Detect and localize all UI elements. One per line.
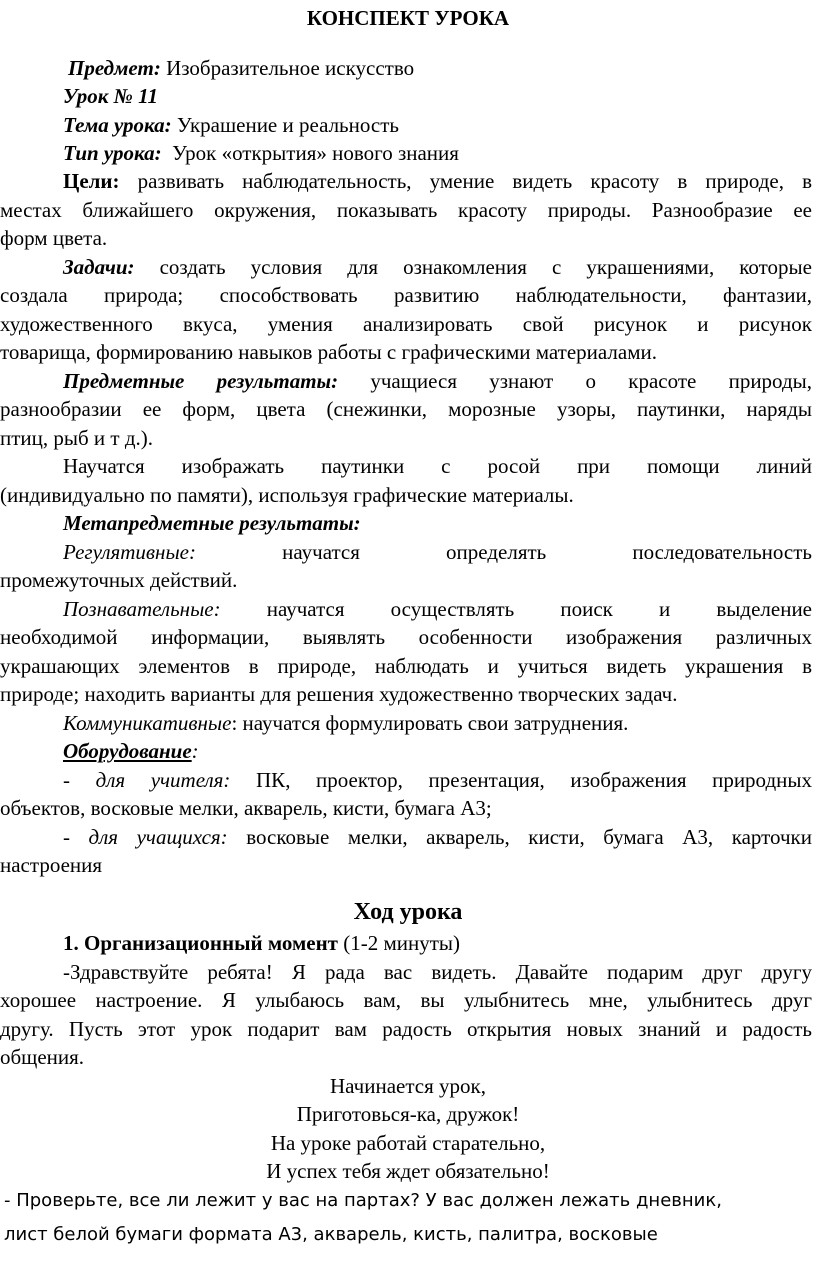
goals-label: Цели: (63, 169, 120, 193)
regulatory-line-1: Регулятивные: научатся определять последовательность (63, 540, 812, 564)
poem-line-4: И успех тебя ждет обязательно! (266, 1159, 550, 1183)
equipment-label: Оборудование (63, 739, 192, 763)
step1-line-4: общения. (0, 1045, 85, 1069)
document-title: КОНСПЕКТ УРОКА (306, 6, 510, 30)
step1-title: 1. Организационный момент (63, 931, 338, 955)
meta-results-label: Метапредметные результаты: (63, 511, 361, 535)
cognitive-line-3: украшающих элементов в природе, наблюдать и учиться видеть украшения в (0, 654, 812, 678)
goals-line-2: местах ближайшего окружения, показывать красоту природы. Разнообразие ее (0, 198, 812, 222)
regulatory-label: Регулятивные: (63, 540, 196, 564)
topic-line (63, 111, 803, 139)
topic-value: Украшение и реальность (176, 113, 399, 137)
subject-results-label: Предметные результаты: (63, 369, 339, 393)
poem-line-1: Начинается урок, (330, 1074, 486, 1098)
goals-line-3: форм цвета. (0, 226, 108, 250)
poem-line-3: На уроке работай старательно, (270, 1131, 546, 1155)
subject-results-line-2: разнообразии ее форм, цвета (снежинки, морозные узоры, паутинки, наряды (0, 397, 812, 421)
students-equipment-line-1: - для учащихся: восковые мелки, акварель, кисти, бумага А3, карточки (63, 825, 812, 849)
topic-label: Тема урока: (63, 113, 172, 137)
tasks-label: Задачи: (63, 255, 135, 279)
cognitive-line-4: природе; находить варианты для решения художественно творческих задач. (0, 682, 678, 706)
check-line-2: лист белой бумаги формата А3, акварель, кисть, палитра, восковые (4, 1224, 658, 1245)
check-line-1: - Проверьте, все ли лежит у вас на партах? У вас должен лежать дневник, (4, 1190, 722, 1211)
cognitive-line-1: Познавательные: научатся осуществлять поиск и выделение (63, 597, 812, 621)
subject-results-line-1: Предметные результаты: учащиеся узнают о красоте природы, (63, 369, 812, 393)
tasks-line-4: товарища, формированию навыков работы с графическими материалами. (0, 340, 657, 364)
cognitive-label: Познавательные: (63, 597, 221, 621)
step1-line-3: другу. Пусть этот урок подарит вам радость открытия новых знаний и радость (0, 1017, 812, 1041)
communicative-label: Коммуникативные (63, 711, 232, 735)
lesson-number: Урок № 11 (63, 84, 158, 108)
lesson-type-label: Тип урока: (63, 141, 162, 165)
teacher-equipment-line-1: - для учителя: ПК, проектор, презентация, изображения природных (63, 768, 812, 792)
communicative-line: Коммуникативные: научатся формулировать свои затруднения. (63, 711, 629, 735)
subject-value: Изобразительное искусство (166, 56, 415, 80)
lesson-type-line (63, 139, 803, 167)
teacher-equipment-line-2: объектов, восковые мелки, акварель, кисти, бумага А3; (0, 796, 492, 820)
subject-results-line-5: (индивидуально по памяти), используя графические материалы. (0, 483, 574, 507)
cognitive-line-2: необходимой информации, выявлять особенности изображения различных (0, 625, 812, 649)
poem-line-2: Приготовься-ка, дружок! (296, 1102, 520, 1126)
lesson-type-value: Урок «открытия» нового знания (172, 141, 459, 165)
subject-results-line-4: Научатся изображать паутинки с росой при помощи линий (63, 454, 812, 478)
tasks-line-3: художественного вкуса, умения анализировать свой рисунок и рисунок (0, 312, 812, 336)
subject-label: Предмет: (68, 56, 161, 80)
equipment-heading: Оборудование: (63, 739, 199, 763)
students-equipment-label: для учащихся: (88, 825, 228, 849)
lesson-flow-heading: Ход урока (353, 899, 463, 925)
step1-line-1: -Здравствуйте ребята! Я рада вас видеть. Давайте подарим друг другу (63, 960, 812, 984)
tasks-line-1: Задачи: создать условия для ознакомления с украшениями, которые (63, 255, 812, 279)
step1-heading (63, 929, 812, 957)
goals-line-1: Цели: развивать наблюдательность, умение видеть красоту в природе, в (63, 169, 812, 193)
step1-line-2: хорошее настроение. Я улыбаюсь вам, вы улыбнитесь мне, улыбнитесь друг (0, 988, 812, 1012)
subject-results-line-3: птиц, рыб и т д.). (0, 426, 154, 450)
regulatory-line-2: промежуточных действий. (0, 568, 238, 592)
step1-time: (1-2 минуты) (338, 931, 461, 955)
subject-line (68, 54, 808, 82)
teacher-equipment-label: для учителя: (95, 768, 231, 792)
students-equipment-line-2: настроения (0, 853, 103, 877)
tasks-line-2: создала природа; способствовать развитию наблюдательности, фантазии, (0, 283, 812, 307)
